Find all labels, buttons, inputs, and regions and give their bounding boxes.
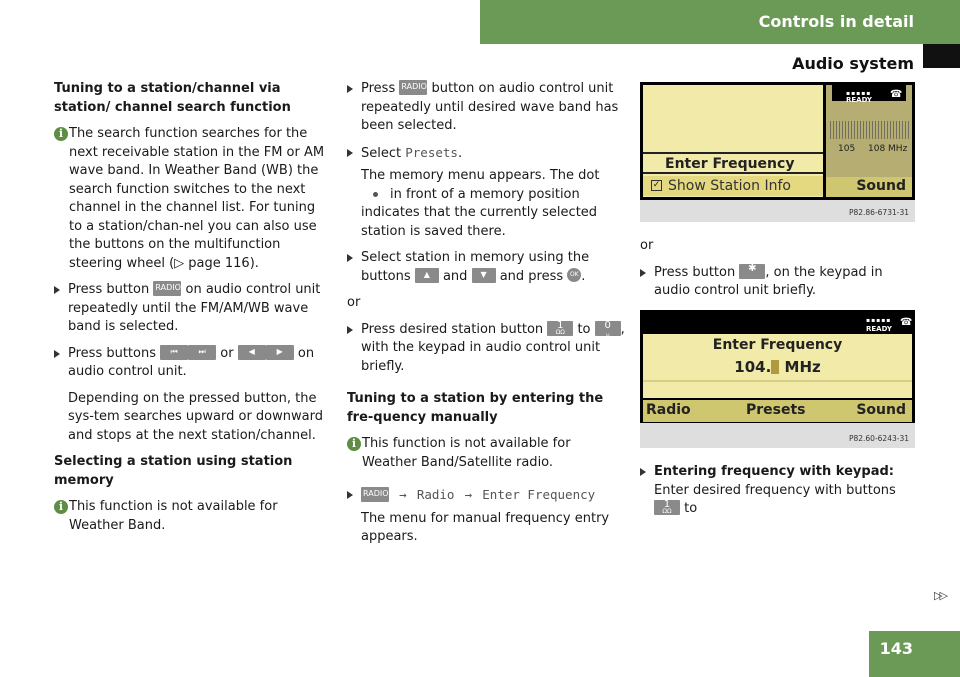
step: Press button ✱ , on the keypad in audio control unit briefly. <box>640 264 918 301</box>
page-reference: (▷ page 116). <box>169 255 259 271</box>
next-track-key-icon: ⏭ <box>188 345 216 360</box>
step: Entering frequency with keypad: Enter desired frequency with buttons 1 ΩΩ to <box>640 463 918 519</box>
page-number: 143 <box>879 639 913 658</box>
radio-key-icon: RADIO <box>153 281 181 296</box>
up-key-icon: ▲ <box>415 268 439 283</box>
left-key-icon: ◀ <box>238 345 266 360</box>
display-screenshot-1 <box>640 82 915 222</box>
softkey-sound: Sound <box>826 177 912 197</box>
step-arrow-icon <box>640 468 646 476</box>
step: Select station in memory using the buttons ▲ and ▼ and press OK . <box>347 249 627 286</box>
step-arrow-icon <box>54 350 60 358</box>
subsection-title: Audio system <box>792 54 914 73</box>
cursor <box>771 360 779 374</box>
menu-item-enter-frequency: Enter Frequency <box>643 152 823 174</box>
step-result: Depending on the pressed button, the sys-tem searches upward or downward and stops at the next station/channel. <box>68 390 323 443</box>
info-icon: i <box>347 437 361 451</box>
step: Select Presets. <box>347 144 627 164</box>
frequency-scale <box>830 121 910 139</box>
frequency-value: 104. MHz <box>734 358 821 376</box>
frequency-entry-panel: Enter Frequency 104. MHz <box>643 334 912 398</box>
radio-key-icon: RADIO <box>361 487 389 502</box>
step-arrow-icon <box>347 149 353 157</box>
heading-station-memory: Selecting a station using station memory <box>54 454 293 488</box>
column-2 <box>347 80 627 555</box>
radio-key-icon: RADIO <box>399 80 427 95</box>
step-arrow-icon <box>347 326 353 334</box>
menu-item-show-station-info: ✓ Show Station Info <box>643 176 823 196</box>
step-result: The menu for manual frequency entry appears. <box>361 510 610 544</box>
column-1 <box>54 80 332 543</box>
info-icon: i <box>54 127 68 141</box>
menu-item-enter-frequency: Enter Frequency <box>482 487 596 502</box>
heading-station-search: Tuning to a station/channel via station/ channel search function <box>54 81 291 115</box>
menu-item-presets: Presets <box>405 144 458 160</box>
checkbox-icon: ✓ <box>652 180 661 190</box>
softkey-sound: Sound <box>856 402 906 418</box>
key-1-icon: 1 ΩΩ <box>547 321 573 336</box>
step: RADIO → Radio → Enter Frequency <box>347 486 627 506</box>
radio-panel: ▪▪▪▪▪ READY ☎ 105 108 MHz Sound <box>826 85 912 197</box>
softkey-presets: Presets <box>746 402 806 418</box>
figure-caption: P82.60-6243-31 <box>848 434 909 443</box>
figure-caption: P82.86-6731-31 <box>848 208 909 217</box>
step-arrow-icon <box>640 269 646 277</box>
info-note: i This function is not available for Weather Band. <box>54 498 332 535</box>
right-key-icon: ▶ <box>266 345 294 360</box>
memory-dot-icon <box>373 192 378 197</box>
info-note: i The search function searches for the next receivable station in the FM or AM wave band. In Weather Band (WB) the search function switches to the next channel in the channel list. For tuning to a station/chan-nel you can also use the buttons on the multifunction steering wheel (▷ page 116). <box>54 125 332 273</box>
ok-key-icon: OK <box>567 268 581 282</box>
star-key-icon: ✱ <box>739 264 765 279</box>
softkey-radio: Radio <box>646 402 691 418</box>
step: Press button RADIO on audio control unit repeatedly until the FM/AM/WB wave band is selected. <box>54 281 332 337</box>
phone-icon: ☎ <box>900 317 913 328</box>
display-screenshot-2: ▪▪▪▪▪ READY ☎ Enter Frequency 104. MHz Radio Presets Sound P82.60-6243-31 <box>640 310 915 448</box>
step: Press desired station button 1 ΩΩ to 0 ␣ , with the keypad in audio control unit briefly. <box>347 321 627 377</box>
key-1-icon: 1 ΩΩ <box>654 500 680 515</box>
phone-icon: ☎ <box>890 89 903 100</box>
header-marker <box>923 44 960 68</box>
info-icon: i <box>54 500 68 514</box>
column-3-bottom <box>640 463 918 527</box>
or-text: or <box>347 295 361 310</box>
continue-icon: ▷▷ <box>934 589 945 602</box>
step-result: The memory menu appears. The dotin front of a memory position indicates that the currently selected station is saved there. <box>361 168 600 239</box>
menu-item-radio: Radio <box>416 487 455 502</box>
down-key-icon: ▼ <box>472 268 496 283</box>
step-arrow-icon <box>54 286 60 294</box>
key-0-icon: 0 ␣ <box>595 321 621 336</box>
column-3 <box>640 237 918 309</box>
step: Press RADIO button on audio control unit repeatedly until desired wave band has been selected. <box>347 80 627 136</box>
heading-manual-frequency: Tuning to a station by entering the fre-quency manually <box>347 391 604 425</box>
step-arrow-icon <box>347 254 353 262</box>
or-text: or <box>640 238 654 253</box>
section-title: Controls in detail <box>758 12 914 31</box>
softkey-bar <box>643 400 912 422</box>
info-note: i This function is not available for Weather Band/Satellite radio. <box>347 435 627 472</box>
previous-track-key-icon: ⏮ <box>160 345 188 360</box>
step-arrow-icon <box>347 85 353 93</box>
step: Press buttons ⏮ ⏭ or ◀ ▶ on audio control unit. <box>54 345 332 382</box>
step-arrow-icon <box>347 491 353 499</box>
